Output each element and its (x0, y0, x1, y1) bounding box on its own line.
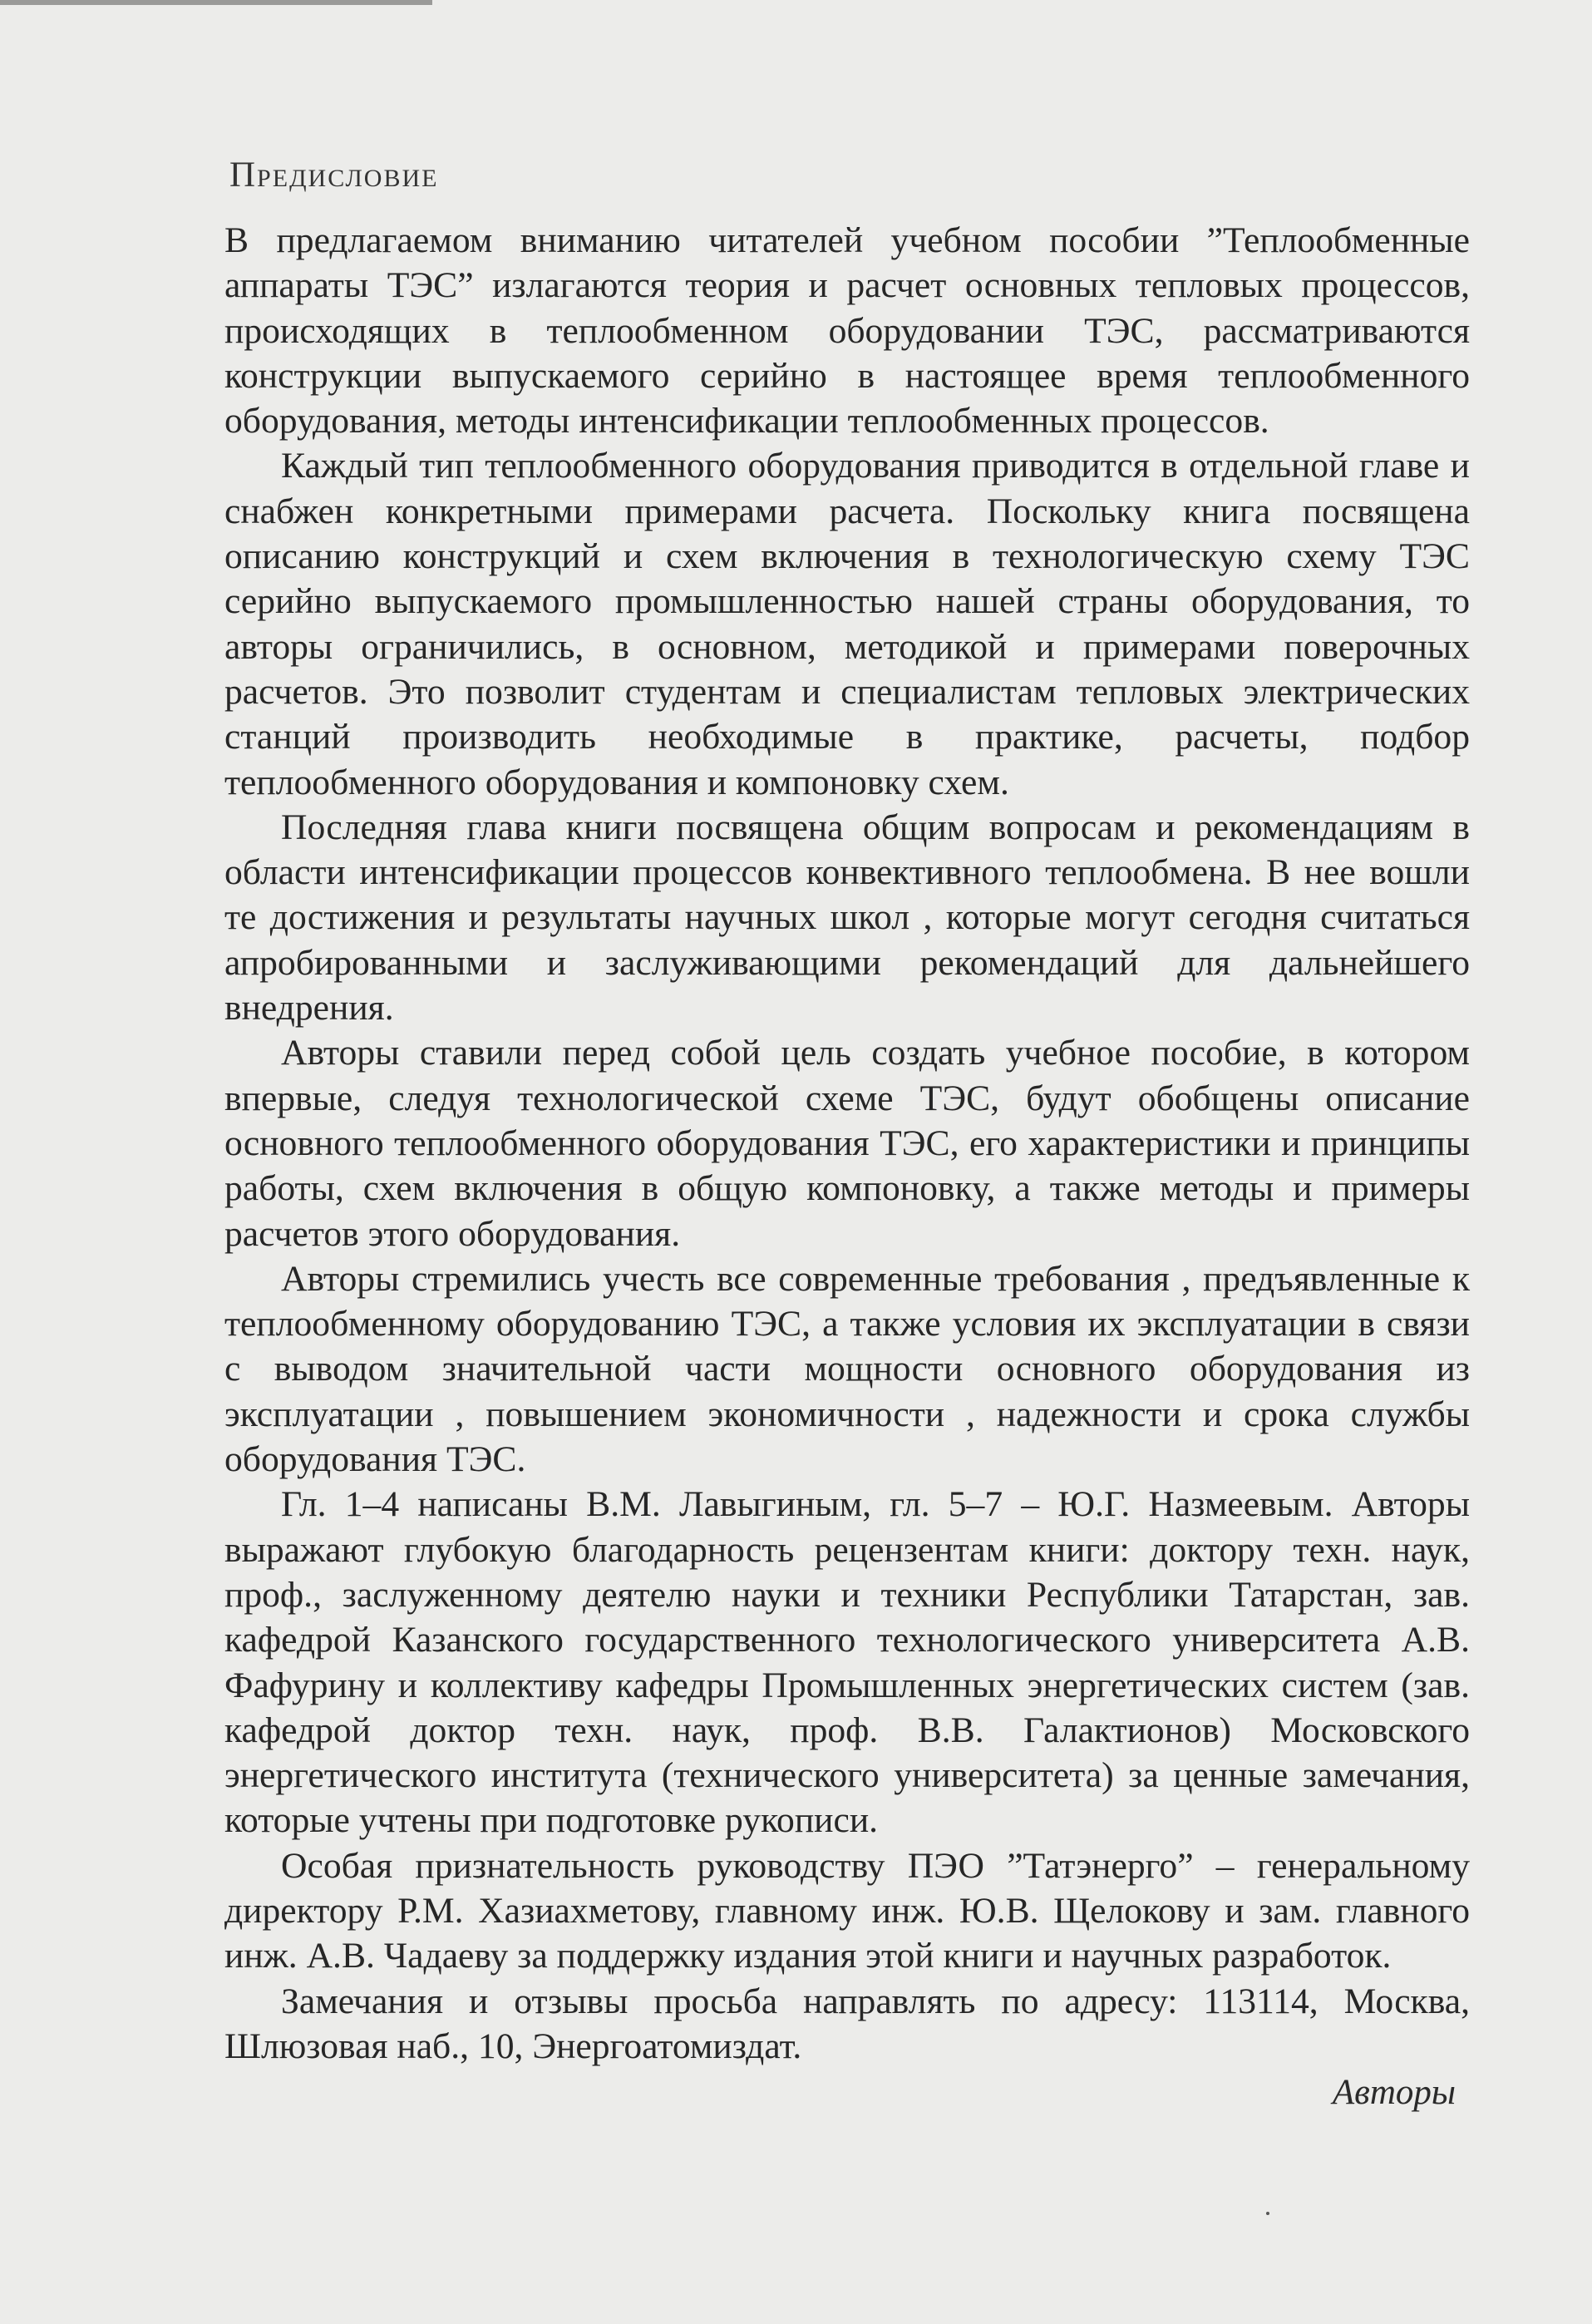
paragraph-2: Каждый тип теплообменного оборудования приводится в отдельной главе и снабжен конкретными примерами расчета. Поскольку книга посвящена описанию конструкций и схем включения в технологическую схему ТЭС серийно выпускаемого промышленностью нашей страны оборудования, то авторы ограничились, в основном, методикой и примерами поверочных расчетов. Это позволит студентам и специалистам тепловых электрических станций производить необходимые в практике, расчеты, подбор теплообменного оборудования и компоновку схем. (224, 446, 1470, 802)
paragraph-8: Замечания и отзывы просьба направлять по адресу: 113114, Москва, Шлюзовая наб., 10, Энергоатомиздат. (224, 1981, 1470, 2066)
paragraph-5: Авторы стремились учесть все современные требования , предъявленные к теплообменному оборудованию ТЭС, а также условия их эксплуатации в связи с выводом значительной части мощности основного оборудования из эксплуатации , повышением экономичности , надежности и срока службы оборудования ТЭС. (224, 1258, 1470, 1480)
paragraph-6: Гл. 1–4 написаны В.М. Лавыгиным, гл. 5–7 – Ю.Г. Назмеевым. Авторы выражают глубокую благодарность рецензентам книги: доктору техн. наук, проф., заслуженному деятелю науки и техники Республики Татарстан, зав. кафедрой Казанского государственного технологического университета А.В. Фафурину и коллективу кафедры Промышленных энергетических систем (зав. кафедрой доктор техн. наук, проф. В.В. Галактионов) Московского энергетического института (технического университета) за ценные замечания, которые учтены при подготовке рукописи. (224, 1484, 1470, 1841)
paragraph-1: В предлагаемом вниманию читателей учебном пособии ”Теплообменные аппараты ТЭС” излагаются теория и расчет основных тепловых процессов, происходящих в теплообменном оборудовании ТЭС, рассматриваются конструкции выпускаемого серийно в настоящее время теплообменного оборудования, методы интенсификации теплообменных процессов. (224, 220, 1470, 442)
paragraph-7: Особая признательность руководству ПЭО ”Татэнерго” – генеральному директору Р.М. Хазиахметову, главному инж. Ю.В. Щелокову и зам. главного инж. А.В. Чадаеву за поддержку издания этой книги и научных разработок. (224, 1845, 1470, 1976)
scan-speck (1266, 2212, 1269, 2215)
paragraph-3: Последняя глава книги посвящена общим вопросам и рекомендациям в области интенсификации процессов конвективного теплообмена. В нее вошли те достижения и результаты научных школ , которые могут сегодня считаться апробированными и заслуживающими рекомендаций для дальнейшего внедрения. (224, 807, 1470, 1029)
preface-body (224, 218, 1470, 2069)
scan-edge (0, 0, 432, 5)
page-title: Предисловие (229, 155, 439, 195)
paragraph-4: Авторы ставили перед собой цель создать учебное пособие, в котором впервые, следуя технологической схеме ТЭС, будут обобщены описание основного теплообменного оборудования ТЭС, его характеристики и принципы работы, схем включения в общую компоновку, а также методы и примеры расчетов этого оборудования. (224, 1033, 1470, 1254)
signature: Авторы (1332, 2073, 1456, 2112)
